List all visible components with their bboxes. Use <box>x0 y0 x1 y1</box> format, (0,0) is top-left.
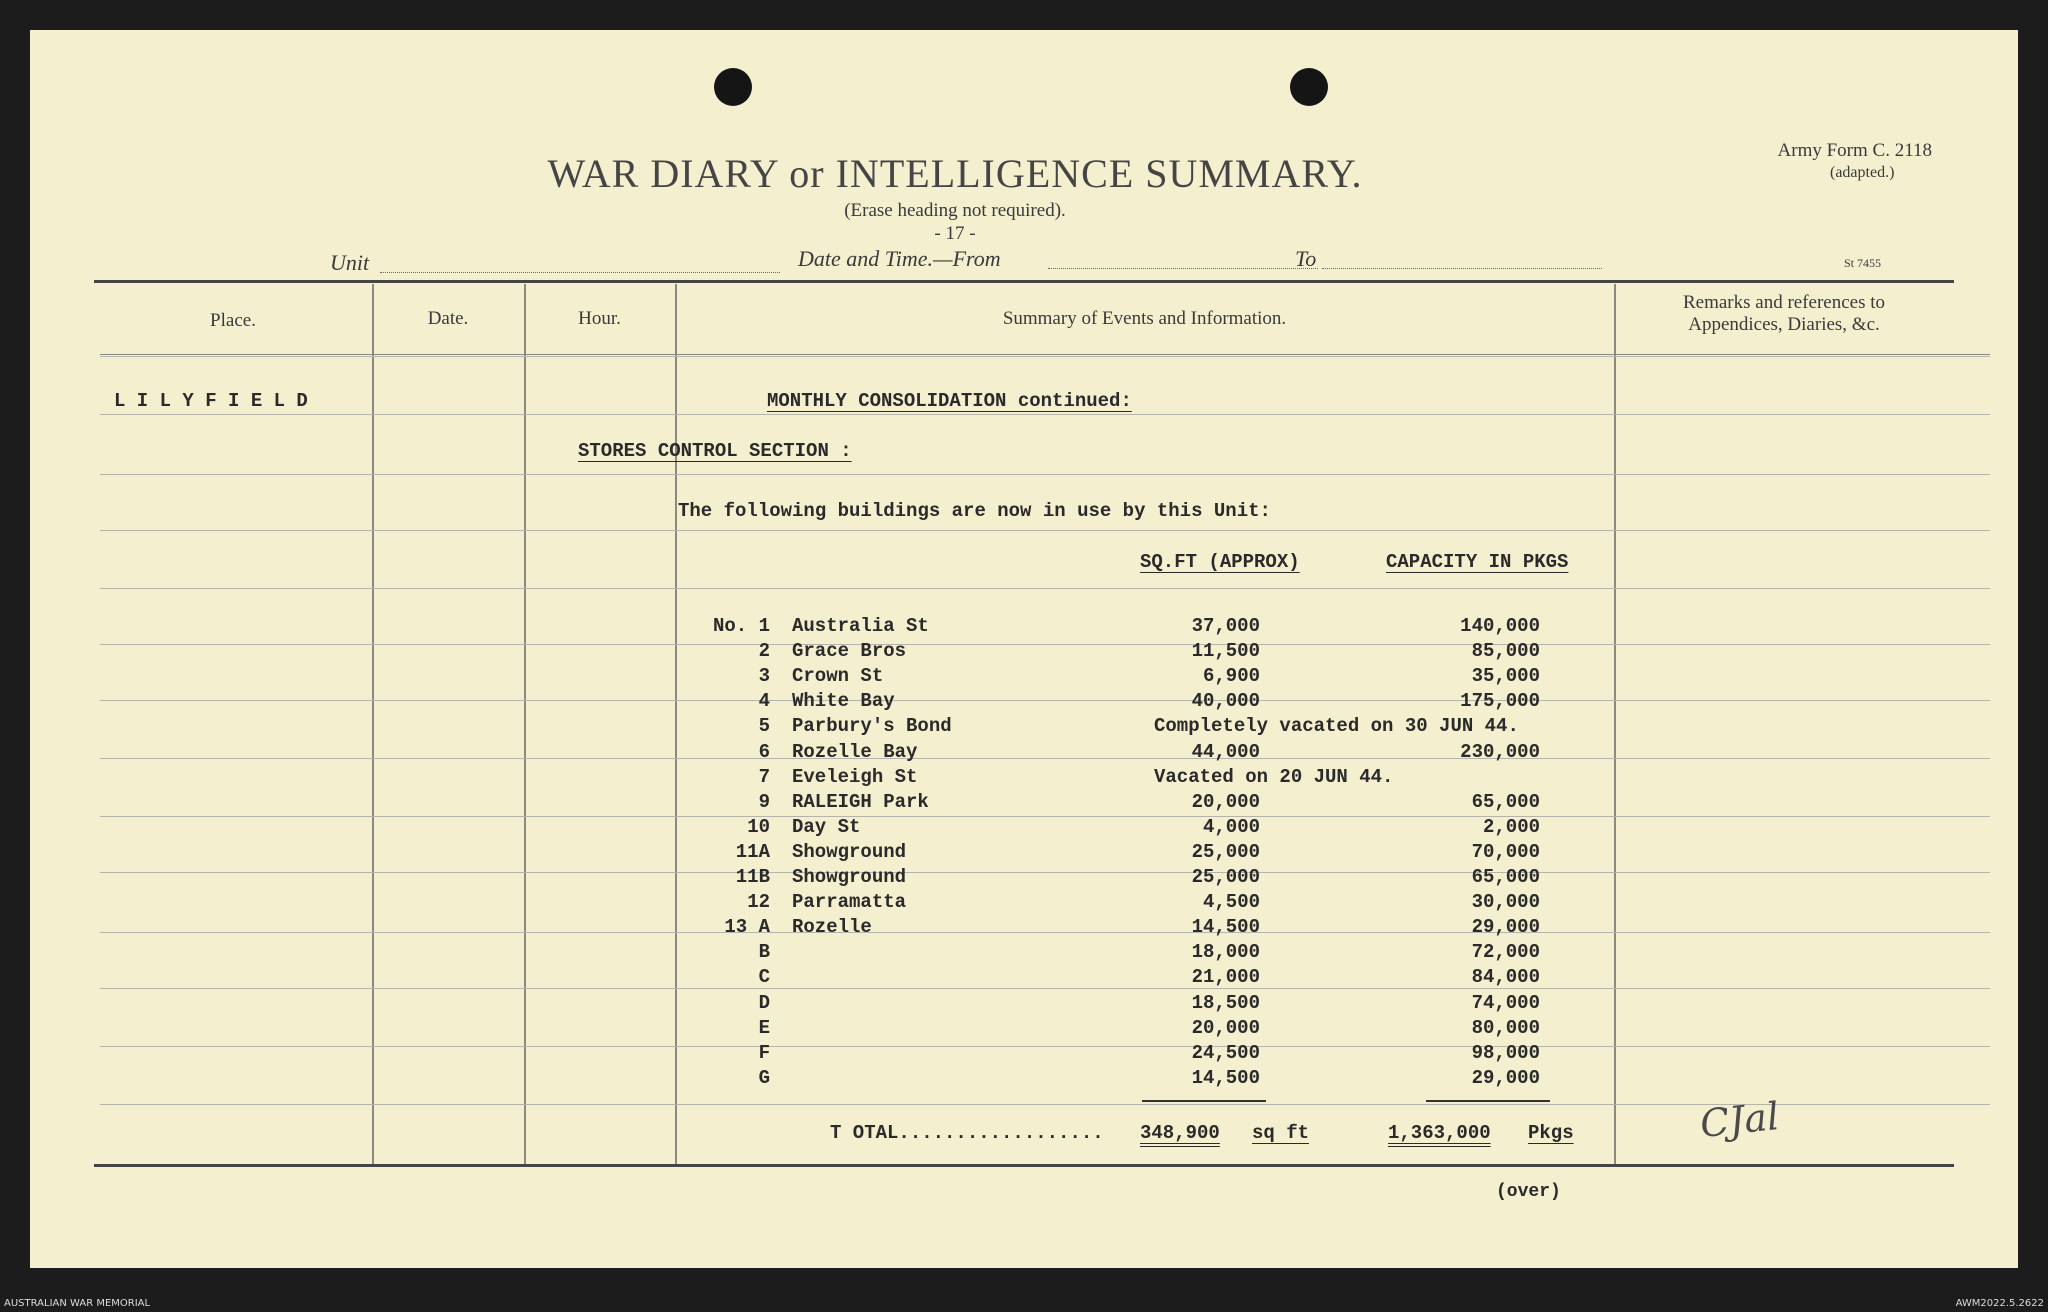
total-capacity: 1,363,000 <box>1388 1122 1491 1144</box>
building-sqft: 18,500 <box>1191 991 1260 1014</box>
building-sqft: 40,000 <box>1191 690 1260 713</box>
building-note: Completely vacated on 30 JUN 44. <box>1154 715 1519 738</box>
ruled-line <box>100 700 1990 701</box>
building-number: 2 <box>758 640 770 663</box>
section-heading: STORES CONTROL SECTION : <box>578 440 852 462</box>
page-title: WAR DIARY or INTELLIGENCE SUMMARY. <box>547 151 1363 196</box>
building-capacity: 74,000 <box>1471 991 1540 1014</box>
column-header-hour: Hour. <box>578 308 621 329</box>
building-sqft: 37,000 <box>1191 615 1260 637</box>
total-sqft-unit: sq ft <box>1252 1122 1310 1144</box>
building-note: Vacated on 20 JUN 44. <box>1154 765 1394 788</box>
building-name: RALEIGH Park <box>792 790 929 813</box>
building-name: Grace Bros <box>792 640 907 663</box>
building-sqft: 4,000 <box>1202 815 1260 838</box>
building-capacity: 65,000 <box>1471 790 1540 813</box>
building-name: Parbury's Bond <box>792 715 952 738</box>
column-divider <box>1614 284 1616 1164</box>
building-name: Day St <box>792 815 861 838</box>
table-top-rule <box>94 280 1954 283</box>
building-name: Crown St <box>792 665 884 688</box>
building-sqft: 44,000 <box>1191 740 1260 763</box>
building-sqft: 24,500 <box>1191 1041 1260 1064</box>
sqft-column-heading: SQ.FT (APPROX) <box>1140 551 1300 573</box>
building-number: 9 <box>758 790 770 813</box>
building-number: 10 <box>747 815 770 838</box>
punch-hole <box>714 68 752 106</box>
building-sqft: 11,500 <box>1191 640 1260 663</box>
column-header-summary: Summary of Events and Information. <box>1002 308 1287 329</box>
column-header-remarks-2: Appendices, Diaries, &c. <box>1688 314 1880 335</box>
building-capacity: 65,000 <box>1471 866 1540 888</box>
building-number: 5 <box>758 715 770 738</box>
building-capacity: 84,000 <box>1471 966 1540 989</box>
footer-reference: AWM2022.5.2622 <box>1955 1298 2044 1309</box>
building-capacity: 80,000 <box>1471 1016 1540 1039</box>
building-capacity: 30,000 <box>1471 891 1540 914</box>
total-sqft: 348,900 <box>1140 1122 1220 1144</box>
building-capacity: 29,000 <box>1471 1066 1540 1089</box>
table-bottom-rule <box>94 1164 1954 1167</box>
ruled-line <box>100 932 1990 933</box>
column-header-place: Place. <box>210 310 256 331</box>
building-name: Parramatta <box>792 891 907 914</box>
building-capacity: 175,000 <box>1460 690 1540 713</box>
capacity-column-heading: CAPACITY IN PKGS <box>1386 551 1569 573</box>
building-sqft: 25,000 <box>1191 866 1260 888</box>
building-number: G <box>758 1066 770 1089</box>
ruled-line <box>100 988 1990 989</box>
building-name: Showground <box>792 866 907 888</box>
ruled-line <box>100 414 1990 415</box>
ruled-line <box>100 356 1990 357</box>
form-id: Army Form C. 2118 <box>1777 140 1932 161</box>
building-name: White Bay <box>792 690 895 713</box>
footer-archive: AUSTRALIAN WAR MEMORIAL <box>4 1298 151 1309</box>
ruled-line <box>100 758 1990 759</box>
form-adapted: (adapted.) <box>1830 164 1895 181</box>
building-sqft: 4,500 <box>1202 891 1260 914</box>
building-number: No. 1 <box>712 615 770 637</box>
header-separator <box>100 354 1990 355</box>
ruled-line <box>100 588 1990 589</box>
date-from-line <box>1048 268 1318 269</box>
building-name: Eveleigh St <box>792 765 918 788</box>
building-sqft: 20,000 <box>1191 1016 1260 1039</box>
ruled-line <box>100 872 1990 873</box>
printer-code: St 7455 <box>1844 256 1882 270</box>
building-capacity: 70,000 <box>1471 840 1540 863</box>
building-capacity: 72,000 <box>1471 941 1540 964</box>
page-subtitle: (Erase heading not required). <box>844 200 1066 221</box>
unit-line <box>380 272 780 273</box>
building-sqft: 25,000 <box>1191 840 1260 863</box>
building-capacity: 230,000 <box>1460 740 1540 763</box>
building-number: 6 <box>758 740 770 763</box>
building-number: C <box>758 966 770 989</box>
building-number: 11B <box>735 866 770 888</box>
building-number: D <box>758 991 770 1014</box>
ruled-line <box>100 474 1990 475</box>
capacity-subtotal-rule <box>1426 1100 1550 1102</box>
building-capacity: 35,000 <box>1471 665 1540 688</box>
building-number: B <box>758 941 770 964</box>
building-sqft: 6,900 <box>1202 665 1260 688</box>
building-number: 4 <box>758 690 770 713</box>
to-label: To <box>1295 246 1317 271</box>
building-sqft: 20,000 <box>1191 790 1260 813</box>
ruled-line <box>100 816 1990 817</box>
building-capacity: 2,000 <box>1482 815 1540 838</box>
building-sqft: 14,500 <box>1191 1066 1260 1089</box>
place-entry: L I L Y F I E L D <box>114 390 308 412</box>
building-name: Australia St <box>792 615 929 637</box>
column-divider <box>524 284 526 1164</box>
building-number: 13 A <box>724 916 770 939</box>
building-capacity: 98,000 <box>1471 1041 1540 1064</box>
building-number: F <box>758 1041 770 1064</box>
page-number: - 17 - <box>934 223 976 244</box>
intro-text: The following buildings are now in use by this Unit: <box>678 500 1271 522</box>
building-name: Rozelle <box>792 916 872 939</box>
column-header-date: Date. <box>427 308 469 329</box>
building-number: 12 <box>747 891 770 914</box>
total-capacity-unit: Pkgs <box>1528 1122 1574 1144</box>
building-name: Rozelle Bay <box>792 740 918 763</box>
building-number: 11A <box>735 840 770 863</box>
building-number: E <box>758 1016 770 1039</box>
building-number: 7 <box>758 765 770 788</box>
column-header-remarks: Remarks and references to <box>1682 292 1886 313</box>
building-capacity: 85,000 <box>1471 640 1540 663</box>
ruled-line <box>100 1046 1990 1047</box>
total-label: T OTAL.................. <box>830 1122 1104 1144</box>
punch-hole <box>1290 68 1328 106</box>
ruled-line <box>100 530 1990 531</box>
sqft-subtotal-rule <box>1142 1100 1266 1102</box>
ruled-line <box>100 644 1990 645</box>
building-name: Showground <box>792 840 907 863</box>
building-sqft: 21,000 <box>1191 966 1260 989</box>
unit-label: Unit <box>330 250 370 275</box>
column-divider <box>372 284 374 1164</box>
date-label: Date and Time.—From <box>798 246 1001 271</box>
building-sqft: 18,000 <box>1191 941 1260 964</box>
building-sqft: 14,500 <box>1191 916 1260 939</box>
diary-sheet <box>30 30 2018 1268</box>
building-capacity: 140,000 <box>1460 615 1540 637</box>
building-number: 3 <box>758 665 770 688</box>
handwritten-initials: CJal <box>1697 1093 1782 1147</box>
building-capacity: 29,000 <box>1471 916 1540 939</box>
date-to-line <box>1322 268 1602 269</box>
heading-monthly-consolidation: MONTHLY CONSOLIDATION continued: <box>767 390 1132 412</box>
over-note: (over) <box>1496 1182 1561 1202</box>
